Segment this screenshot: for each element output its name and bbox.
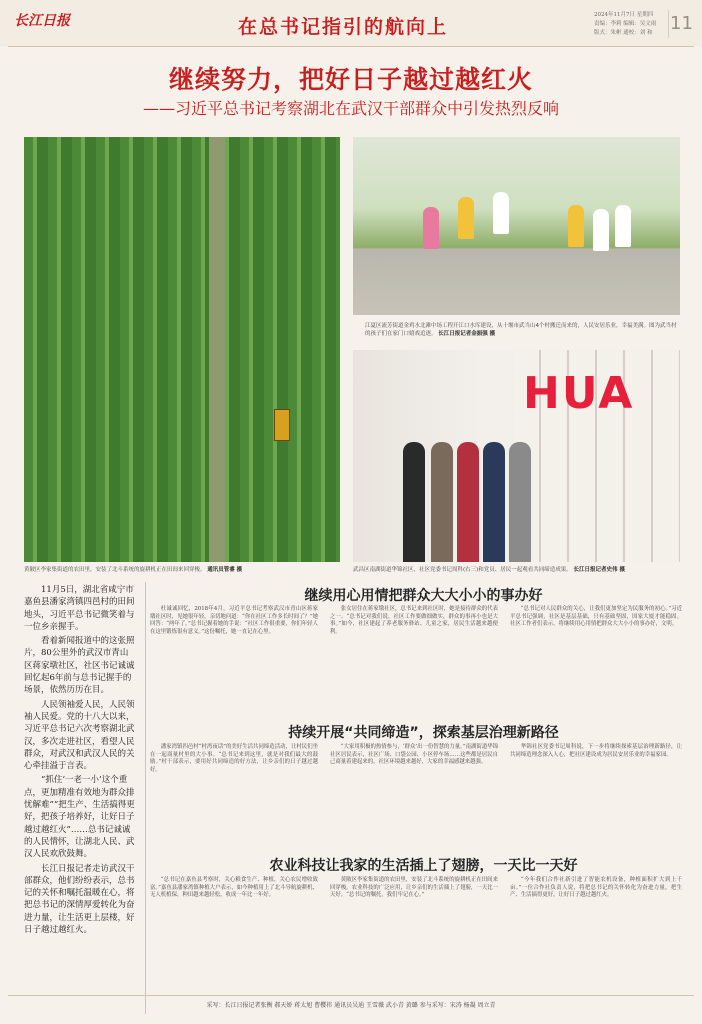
lead-paragraphs: [24, 584, 136, 938]
section2-column: [510, 744, 682, 759]
farmland-aerial-photo: [24, 137, 340, 562]
child-figure: [458, 197, 474, 239]
child-figure: [615, 205, 631, 247]
exhibit-lettering: HUA: [523, 368, 635, 419]
body-text: “总书记在嘉鱼县考察时，关心粮食生产、种植，关心农民增收致富。”嘉鱼县潘家湾镇种植大户表示，如今种植用上了北斗导航旋耕机、无人机植保，种田越来越轻松，收成一年比一年好。: [150, 877, 318, 899]
body-text: 黄陂区李家集街道的农田里，安装了北斗系统的旋耕机正在田间来回穿梭。农业科技的广泛应用，让乡亲们的生活插上了翅膀，一天比一天好。“总书记的嘱托，我们牢记在心。”: [330, 877, 498, 899]
section1-column: [330, 606, 498, 636]
lead-paragraph: 长江日报记者走访武汉干部群众，他们纷纷表示，总书记的关怀和嘱托温暖在心，将把总书记的深情厚爱转化为奋进力量，让生活更上层楼，好日子越过越红火。: [24, 863, 135, 936]
body-text: “今年我们合作社新引进了智能农机设备，种植面积扩大到上千亩。”一位合作社负责人说，将把总书记的关怀转化为奋进力量，把生产、生活搞得更好，让好日子越过越红火。: [510, 877, 682, 899]
body-text: “大家用积极的热情参与，‘群众’出一份智慧的力量。”南湖街道华锦社区居民表示，社区广场、口袋公园、小区停车场……这些都是居民自己商量着建起来的，社区环境越来越好，大家的幸福感越来越强。: [330, 744, 498, 766]
lead-paragraph: “抓住‘一老一小’这个重点，更加精准有效地为群众排忧解难”“把生产、生活搞得更好，把孩子培养好，让好日子越过越红火”……总书记诚诚的人民情怀，让湖北人民、武汉人民欢欣鼓舞。: [24, 775, 135, 860]
tractor-shape: [274, 409, 290, 441]
edition-meta: [594, 11, 656, 38]
section-heading-2: 持续开展“共同缔造”，探索基层治理新路径: [288, 725, 559, 741]
photo3-caption: [353, 566, 680, 574]
person-figure: [403, 442, 425, 562]
lead-paragraph: 看着新闻报道中的这张照片，80公里外的武汉市青山区蒋家墩社区，社区书记诚诚回忆起6年前与总书记握手的场景，依然历历在目。: [24, 636, 135, 696]
photo2-credit: 长江日报记者金振强 摄: [438, 331, 496, 337]
person-figure: [483, 442, 505, 562]
body-text: “总书记对人民群众的关心，让我们更加坚定为民服务的初心。”习近平总书记强调，社区是基层基础，只有基础坚固，国家大厦才能稳固。社区工作者们表示，将继续用心用情把群众大大小小的事办好，文明。: [510, 606, 682, 628]
section3-column: [150, 877, 318, 900]
body-text: 潘家湾镇四邑村“村湾夜话”的美好生活共同缔造活动，让村民们坐在一起商量村里的大小事。“总书记来到这里，就是对我们最大的鼓励。”村干部表示，要用好共同缔造的好方法，让乡亲们的日子越过越好。: [150, 744, 318, 773]
section3-column: [330, 877, 498, 900]
section1-column: [510, 606, 682, 629]
section3-column: [510, 877, 682, 900]
byline-footer: 采写：长江日报记者张衡 郝天娇 蒋太旭 曹樱祎 通讯员吴迪 王雪薇 武小青 黄璐 参与采写：宋涛 杨凝 周立青: [206, 1002, 496, 1009]
photo3-caption-text: 武昌区南湖街道华锦社区，社区党委书记周科(右三)和党员、居民一起观看共同缔造成果。: [353, 567, 572, 573]
photo1-credit: 通讯员管睿 摄: [207, 567, 243, 573]
section1-column: [150, 606, 318, 636]
section2-column: [330, 744, 498, 767]
photo2-caption: [365, 322, 677, 338]
section-heading-3: 农业科技让我家的生活插上了翅膀，一天比一天好: [269, 858, 578, 874]
editor-line: 责编：李莉 编辑：吴文雨: [594, 21, 657, 27]
child-figure: [568, 205, 584, 247]
section-heading-1: 继续用心用情把群众大大小小的事办好: [304, 588, 543, 604]
field-road: [209, 137, 225, 562]
body-text: 张女居住在蒋家墩社区，总书记来到社区时，她是接待群众的代表之一。“总书记对我们说，社区工作要做细做实，群众的事再小也是大事。”如今，社区建起了养老服务驿站、儿童之家，居民生活越来越便利。: [330, 606, 498, 635]
person-figure: [431, 442, 453, 562]
community-exhibit-photo: [353, 350, 680, 562]
sub-headline: ——习近平总书记考察湖北在武汉干部群众中引发热烈反响: [142, 99, 559, 118]
body-text: 杜诚诚回忆，2018年4月，习近平总书记考察武汉市青山区蒋家墩社区时，见她很年轻，亲切地问道：“你在社区工作多长时间了？”她回答：“两年了。”总书记握着她的手说：“社区工作很重要，你们年轻人在这里锻炼很有意义。”这份嘱托，她一直记在心里。: [150, 606, 318, 635]
person-figure: [457, 442, 479, 562]
page-number: 11: [668, 10, 694, 38]
person-figure: [509, 442, 531, 562]
column-divider: [145, 582, 146, 1014]
photo3-credit: 长江日报记者史伟 摄: [573, 567, 625, 573]
page-header: [0, 0, 702, 46]
photo1-caption-text: 黄陂区李家集街道的农田里，安装了北斗系统的旋耕机正在田间来回穿梭。: [24, 567, 206, 573]
lead-paragraph: 人民领袖爱人民，人民领袖人民爱。党的十八大以来，习近平总书记六次考察湖北武汉，多次走进社区，看望人民群众，对武汉和武汉人民的关心牵挂溢于言表。: [24, 699, 135, 772]
photo1-caption: [24, 566, 340, 574]
child-figure: [423, 207, 439, 249]
footer-divider: [8, 995, 694, 996]
child-figure: [593, 209, 609, 251]
body-text: 华锦社区党委书记周科说，下一步将继续探索基层治理新路径，让共同缔造理念深入人心，把社区建设成为居民安居乐业的幸福家园。: [510, 744, 682, 758]
child-figure: [493, 192, 509, 234]
issue-date: 2024年11月7日 星期四: [594, 12, 654, 18]
lead-paragraph: 11月5日，湖北省咸宁市嘉鱼县潘家湾镇四邑村的田间地头，习近平总书记微笑着与一位乡亲握手。: [24, 585, 135, 632]
newspaper-logo: 长江日报: [14, 13, 70, 29]
photo2-caption-text: 江夏区流芳街道金鸡水北滩中场工程开江口水库建设，从十堰市武当山4个村搬迁而来的，人民安居乐业，幸福美满。图为武当村的孩子们在家门口嬉戏追逐。: [365, 323, 677, 337]
children-running-photo: [353, 137, 680, 315]
main-headline: 继续努力，把好日子越过越红火: [168, 65, 533, 94]
layout-line: 版式：朱彬 通校：刘 和: [594, 30, 653, 36]
column-title: 在总书记指引的航向上: [238, 16, 449, 38]
header-divider: [8, 46, 694, 47]
section2-column: [150, 744, 318, 774]
